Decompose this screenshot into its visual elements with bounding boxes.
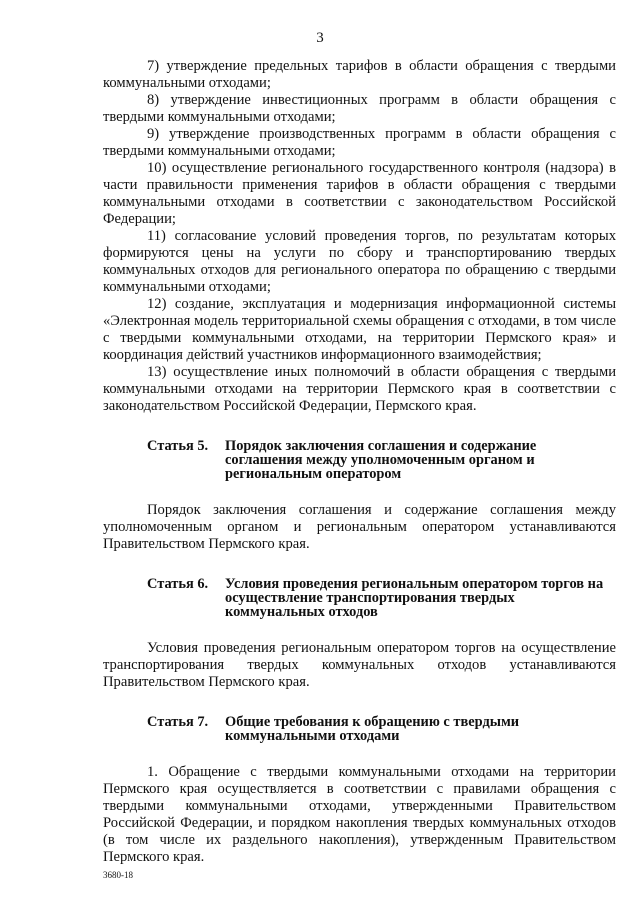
page-number: 3: [316, 30, 324, 46]
list-item-8: 8) утверждение инвестиционных программ в области обращения с твердыми коммунальными отходами;: [103, 92, 616, 125]
article-6-text: Условия проведения региональным оператором торгов на осуществление транспортирования твердых коммунальных отходов устанавливаются Правительством Пермского края.: [103, 640, 616, 690]
article-5-number: Статья 5.: [147, 438, 209, 454]
article-5-title: Порядок заключения соглашения и содержание соглашения между уполномоченным органом и региональным оператором: [225, 438, 537, 482]
document-body: [103, 58, 616, 866]
list-item-7: 7) утверждение предельных тарифов в области обращения с твердыми коммунальными отходами;: [103, 58, 616, 91]
list-item-13: 13) осуществление иных полномочий в области обращения с твердыми коммунальными отходами на территории Пермского края в соответствии с законодательством Российской Федерации, Пермского края.: [103, 364, 616, 414]
article-6-number: Статья 6.: [147, 576, 209, 592]
list-item-10: 10) осуществление регионального государственного контроля (надзора) в части правильности применения тарифов в области обращения с твердыми коммунальными отходами в соответствии с законодательством Российской Федерации;: [103, 160, 616, 227]
article-5-text: Порядок заключения соглашения и содержание соглашения между уполномоченным органом и региональным оператором устанавливаются Правительством Пермского края.: [103, 502, 616, 552]
article-5-heading: [103, 439, 616, 481]
article-7-number: Статья 7.: [147, 714, 209, 730]
article-7-text: 1. Обращение с твердыми коммунальными отходами на территории Пермского края осуществляется в соответствии с правилами обращения с твердыми коммунальными отходами, утвержденными Правительством Российской Федерации, и порядком накопления твердых коммунальных отходов (в том числе их раздельного накопления), утвержденным Правительством Пермского края.: [103, 764, 616, 865]
list-item-12: 12) создание, эксплуатация и модернизация информационной системы «Электронная модель территориальной схемы обращения с отходами, в том числе с твердыми коммунальными отходами, на территории Пермского края» и координация действий участников информационного взаимодействия;: [103, 296, 616, 363]
article-7-heading: [103, 715, 616, 743]
list-item-9: 9) утверждение производственных программ в области обращения с твердыми коммунальными отходами;: [103, 126, 616, 159]
article-7-title: Общие требования к обращению с твердыми коммунальными отходами: [225, 714, 520, 744]
article-6-title: Условия проведения региональным оператором торгов на осуществление транспортирования твердых коммунальных отходов: [225, 576, 604, 620]
document-code: 3680-18: [103, 870, 133, 880]
article-6-heading: [103, 577, 616, 619]
list-item-11: 11) согласование условий проведения торгов, по результатам которых формируются цены на услуги по сбору и транспортированию твердых коммунальных отходов для регионального оператора по обращению с твердыми коммунальными отходами;: [103, 228, 616, 295]
